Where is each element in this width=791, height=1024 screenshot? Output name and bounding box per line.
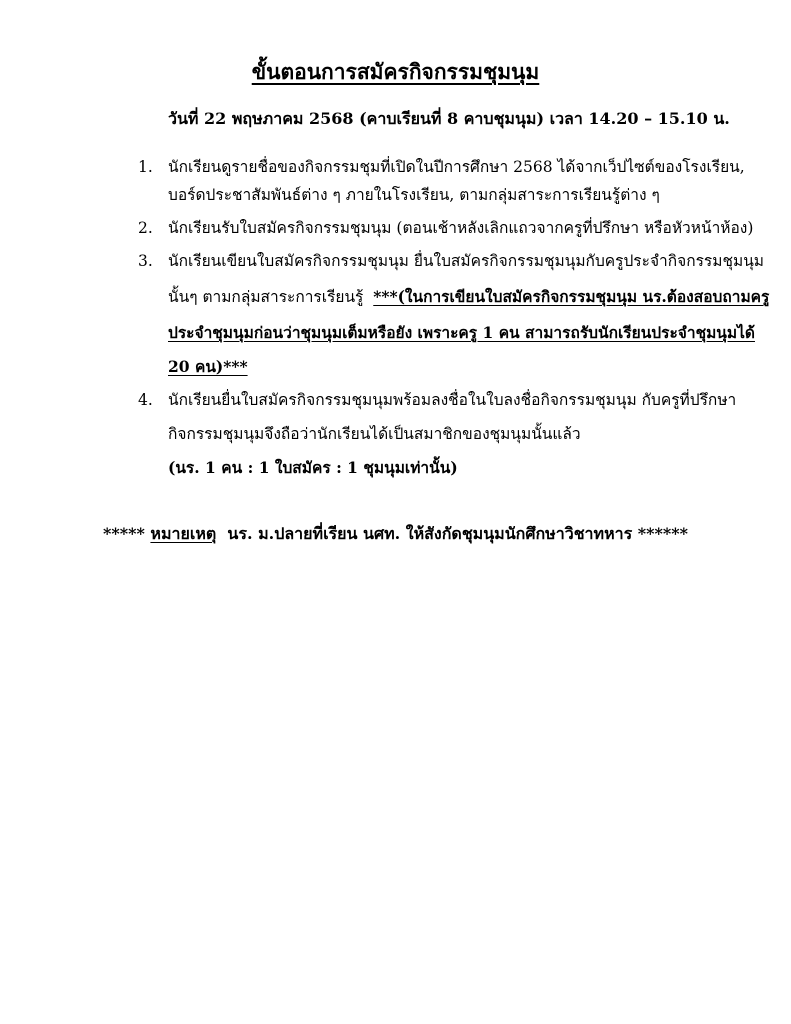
step-number: 3. <box>138 252 153 270</box>
note-text: นร. ม.ปลายที่เรียน นศท. ให้สังกัดชุมนุมนักศึกษาวิชาทหาร <box>227 524 633 543</box>
step-text-line: นักเรียนรับใบสมัครกิจกรรมชุมนุม (ตอนเช้าหลังเลิกแถวจากครูที่ปรึกษา หรือหัวหน้าห้อง) <box>168 219 754 237</box>
note-prefix: ***** <box>103 524 145 543</box>
date-time-line: วันที่ 22 พฤษภาคม 2568 (คาบเรียนที่ 8 คาบชุมนุม) เวลา 14.20 – 15.10 น. <box>168 109 730 128</box>
step-text-line: นักเรียนยื่นใบสมัครกิจกรรมชุมนุมพร้อมลงชื่อในใบลงชื่อกิจกรรมชุมนุม กับครูที่ปรึกษา <box>168 391 737 409</box>
step-text-line: บอร์ดประชาสัมพันธ์ต่าง ๆ ภายในโรงเรียน, ตามกลุ่มสาระการเรียนรู้ต่าง ๆ <box>168 186 660 204</box>
remark-note <box>0 522 791 547</box>
step-text: นั้นๆ ตามกลุ่มสาระการเรียนรู้ <box>168 288 364 306</box>
page-title: ขั้นตอนการสมัครกิจกรรมชุมนุม <box>251 59 540 84</box>
step-text-line: นักเรียนดูรายชื่อของกิจกรรมชุมที่เปิดในปีการศึกษา 2568 ได้จากเว็ปไซต์ของโรงเรียน, <box>168 158 745 176</box>
step-number: 4. <box>138 391 153 409</box>
step-text-line: กิจกรรมชุมนุมจึงถือว่านักเรียนได้เป็นสมาชิกของชุมนุมนั้นแล้ว <box>168 425 581 443</box>
step-text-line: นักเรียนเขียนใบสมัครกิจกรรมชุมนุม ยื่นใบสมัครกิจกรรมชุมนุมกับครูประจำกิจกรรมชุมนุม <box>168 252 765 270</box>
emphasis-text: 20 คน)*** <box>168 357 248 376</box>
step-number: 2. <box>138 219 153 237</box>
note-suffix: ****** <box>637 524 688 543</box>
emphasis-text: ***(ในการเขียนใบสมัครกิจกรรมชุมนุม นร.ต้องสอบถามครู <box>373 287 770 306</box>
emphasis-text: ประจำชุมนุมก่อนว่าชุมนุมเต็มหรือยัง เพราะครู 1 คน สามารถรับนักเรียนประจำชุมนุมได้ <box>168 323 755 342</box>
application-rule: (นร. 1 คน : 1 ใบสมัคร : 1 ชุมนุมเท่านั้น) <box>168 458 458 477</box>
step-text-line-with-emphasis <box>168 282 769 312</box>
step-number: 1. <box>138 158 153 176</box>
note-label: หมายเหตุ <box>150 524 217 543</box>
